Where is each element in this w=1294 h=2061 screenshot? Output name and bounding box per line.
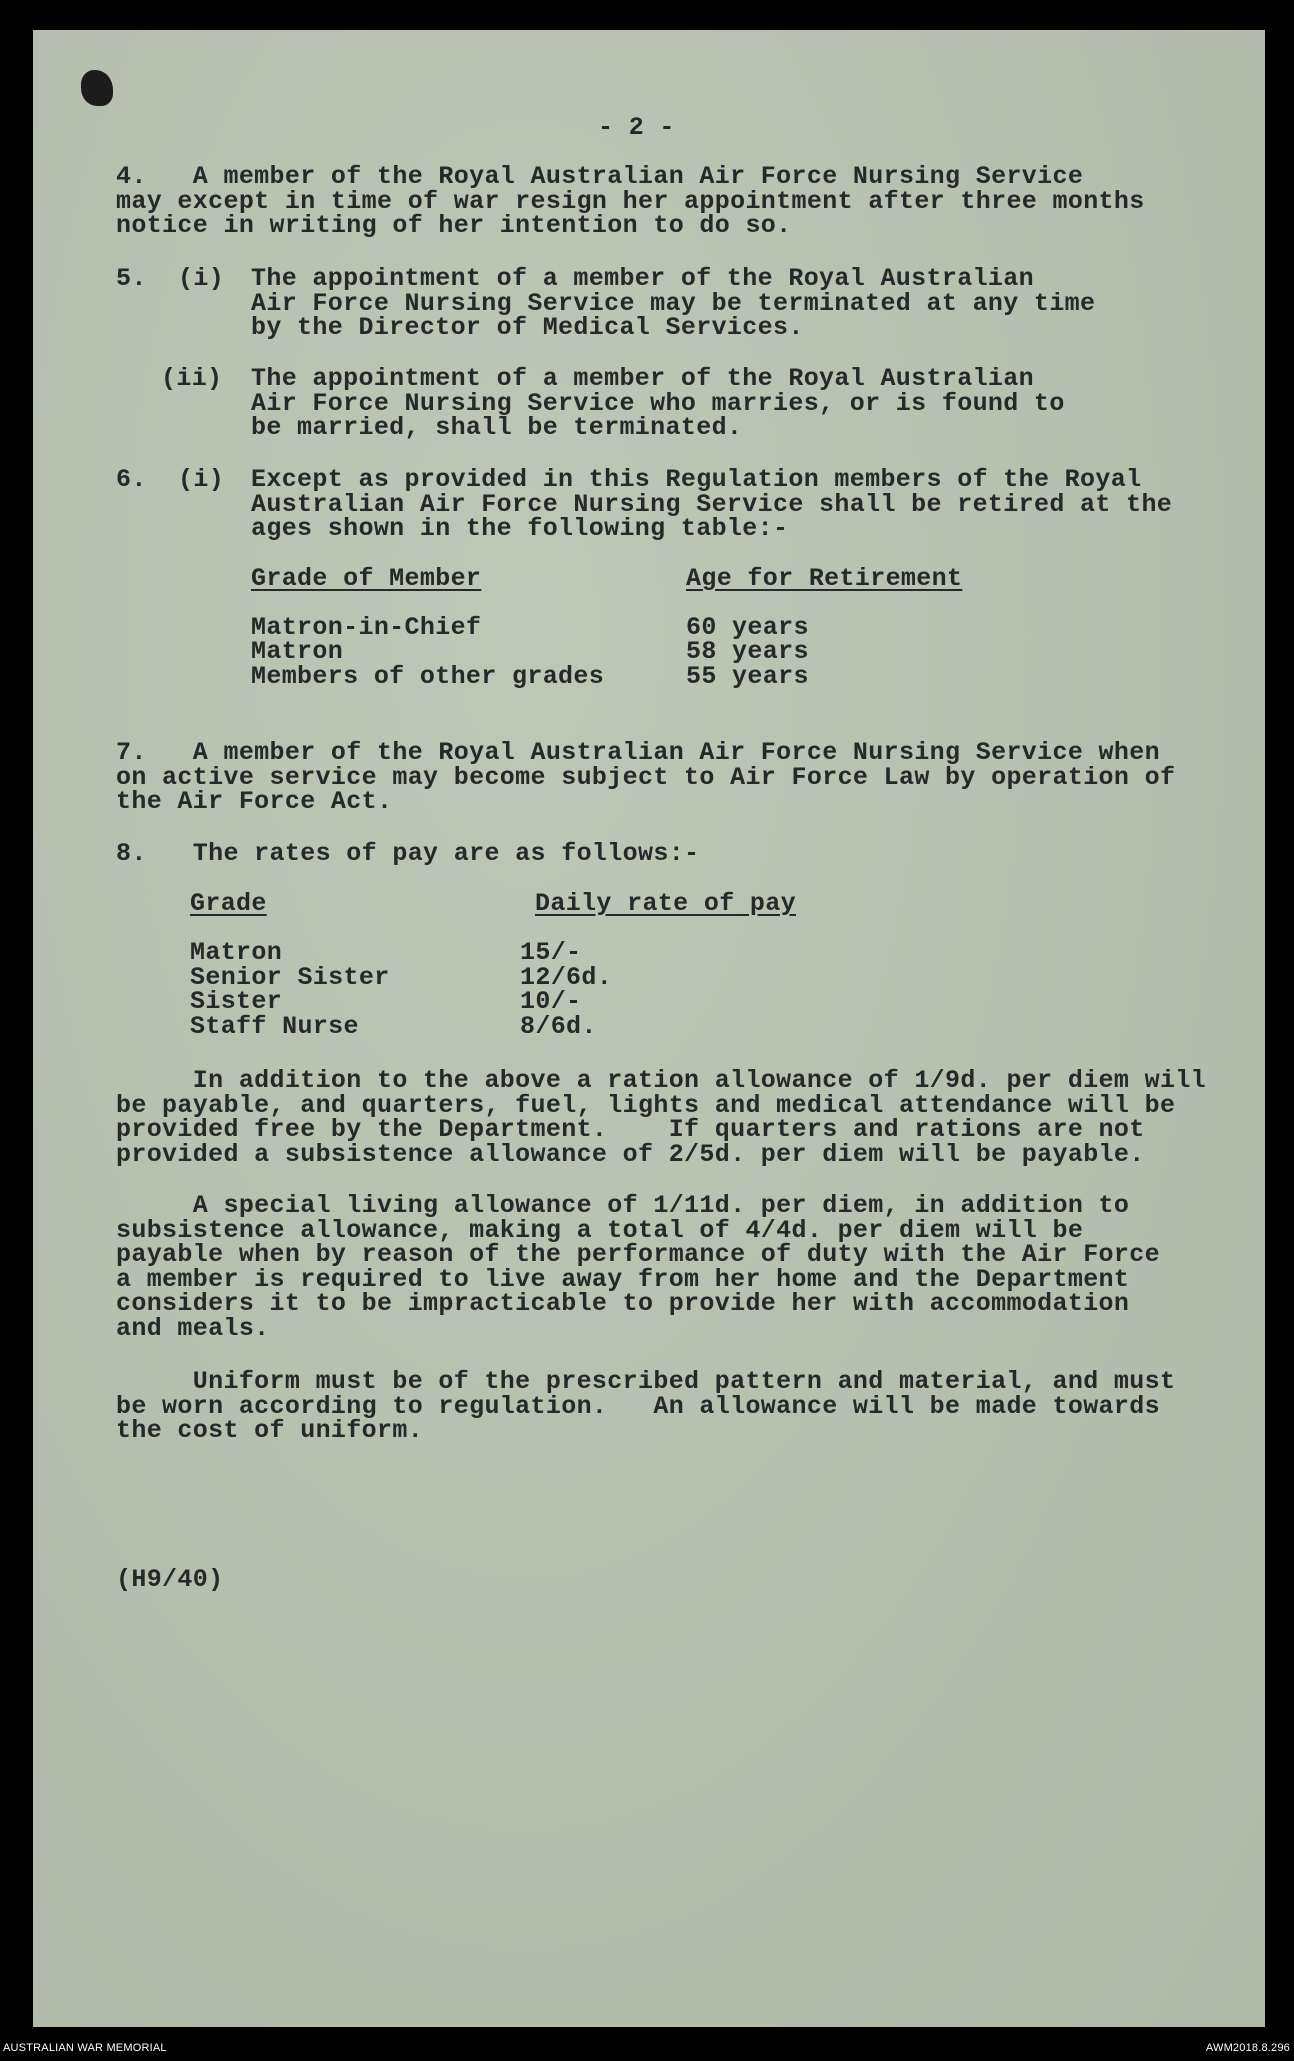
- retirement-row-grade: Members of other grades: [251, 662, 605, 691]
- pay-row-rate: 8/6d.: [520, 1012, 597, 1041]
- pay-row-grade: Sister: [190, 987, 283, 1016]
- paragraph-5-number: 5.: [116, 264, 147, 293]
- pay-row-grade: Senior Sister: [190, 963, 390, 992]
- paragraph-8: 8. The rates of pay are as follows:-: [116, 839, 700, 868]
- retirement-table-header-age: Age for Retirement: [686, 564, 963, 593]
- paragraph-5-i-label: (i): [178, 264, 225, 293]
- pay-table-header-grade: Grade: [190, 889, 267, 918]
- paragraph-5-ii-text: The appointment of a member of the Royal Australian Air Force Nursing Service who marries, or is found to be married, shall be terminated.: [251, 364, 1065, 442]
- page-number: - 2 -: [598, 113, 675, 142]
- retirement-row-grade: Matron-in-Chief: [251, 613, 482, 642]
- ink-blot: [81, 70, 113, 106]
- retirement-row-age: 55 years: [686, 662, 809, 691]
- paragraph-5-ii-label: (ii): [161, 364, 223, 393]
- paragraph-6-i-text: Except as provided in this Regulation members of the Royal Australian Air Force Nursing Service shall be retired at the ages shown in the following table:-: [251, 465, 1173, 543]
- retirement-row-age: 60 years: [686, 613, 809, 642]
- file-reference: (H9/40): [116, 1565, 224, 1594]
- footer-right-caption: AWM2018.8.296: [1205, 2042, 1290, 2054]
- paragraph-6-number: 6.: [116, 465, 147, 494]
- retirement-table-header-grade: Grade of Member: [251, 564, 482, 593]
- allowance-paragraph-2: A special living allowance of 1/11d. per diem, in addition to subsistence allowance, making a total of 4/4d. per diem will be payable when by reason of the performance of duty with the Air Force a member is required to live away from her home and the Department considers it to be impracticable to provide her with accommodation and meals.: [116, 1191, 1160, 1343]
- pay-row-grade: Matron: [190, 938, 283, 967]
- allowance-paragraph-1: In addition to the above a ration allowance of 1/9d. per diem will be payable, and quarters, fuel, lights and medical attendance will be provided free by the Department. If quarters and rations are not provided a subsistence allowance of 2/5d. per diem will be payable.: [116, 1066, 1207, 1169]
- pay-row-rate: 10/-: [520, 987, 582, 1016]
- pay-row-rate: 15/-: [520, 938, 582, 967]
- footer-left-caption: AUSTRALIAN WAR MEMORIAL: [3, 2042, 167, 2054]
- retirement-row-grade: Matron: [251, 637, 344, 666]
- paragraph-5-i-text: The appointment of a member of the Royal Australian Air Force Nursing Service may be terminated at any time by the Director of Medical Services.: [251, 264, 1096, 342]
- pay-table-header-rate: Daily rate of pay: [535, 889, 796, 918]
- pay-row-grade: Staff Nurse: [190, 1012, 359, 1041]
- paragraph-6-i-label: (i): [178, 465, 225, 494]
- paragraph-4: 4. A member of the Royal Australian Air Force Nursing Service may except in time of war resign her appointment after three months notice in writing of her intention to do so.: [116, 162, 1145, 240]
- pay-row-rate: 12/6d.: [520, 963, 613, 992]
- paragraph-7: 7. A member of the Royal Australian Air Force Nursing Service when on active service may become subject to Air Force Law by operation of the Air Force Act.: [116, 738, 1176, 816]
- retirement-row-age: 58 years: [686, 637, 809, 666]
- uniform-paragraph: Uniform must be of the prescribed pattern and material, and must be worn according to regulation. An allowance will be made towards the cost of uniform.: [116, 1367, 1176, 1445]
